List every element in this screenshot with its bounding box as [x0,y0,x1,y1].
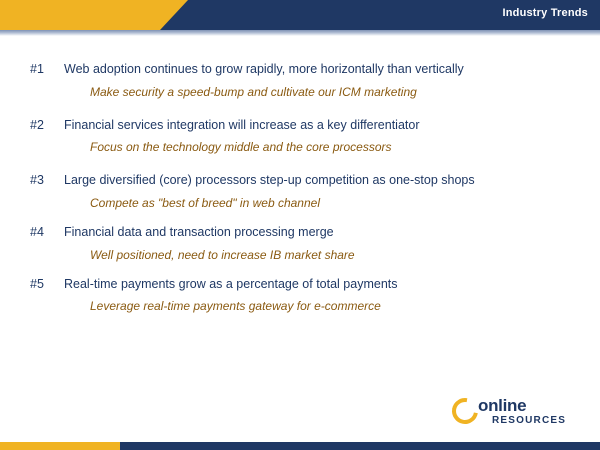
list-item [0,62,600,110]
list-item [0,219,600,269]
trend-text: Web adoption continues to grow rapidly, more horizontally than vertically [64,62,464,76]
trend-number: #2 [30,117,44,132]
trend-line [0,112,600,134]
header-underline [0,30,600,36]
header-gold-slope [160,0,188,30]
trend-text: Large diversified (core) processors step-up competition as one-stop shops [64,173,475,188]
trend-number: #4 [30,224,44,239]
trend-line [0,271,600,293]
trend-line [0,167,600,189]
trend-subtext: Make security a speed-bump and cultivate our ICM marketing [90,84,417,99]
slide-footer-band [0,442,600,450]
trend-subtext: Compete as "best of breed" in web channel [90,195,320,210]
trend-subtext: Leverage real-time payments gateway for e-commerce [90,299,381,314]
trend-number: #5 [30,276,44,291]
header-gold-block [0,0,160,30]
trend-line [0,62,600,78]
list-item [0,271,600,325]
list-item [0,112,600,166]
slide-content [0,62,600,326]
trend-line [0,219,600,241]
footer-gold-block [0,442,120,450]
trend-text: Financial services integration will increase as a key differentiator [64,117,420,132]
trend-number: #1 [30,62,44,76]
list-item [0,167,600,217]
trend-number: #3 [30,173,44,188]
trend-text: Financial data and transaction processing merge [64,224,334,239]
logo-primary-word: online [478,396,527,415]
slide-header-band [0,0,600,30]
logo-secondary-word: RESOURCES [492,415,567,426]
trend-subtext: Focus on the technology middle and the core processors [90,140,392,155]
company-logo [452,394,582,434]
page-title: Industry Trends [502,7,588,19]
trend-text: Real-time payments grow as a percentage of total payments [64,276,398,291]
trend-subtext: Well positioned, need to increase IB market share [90,247,355,262]
